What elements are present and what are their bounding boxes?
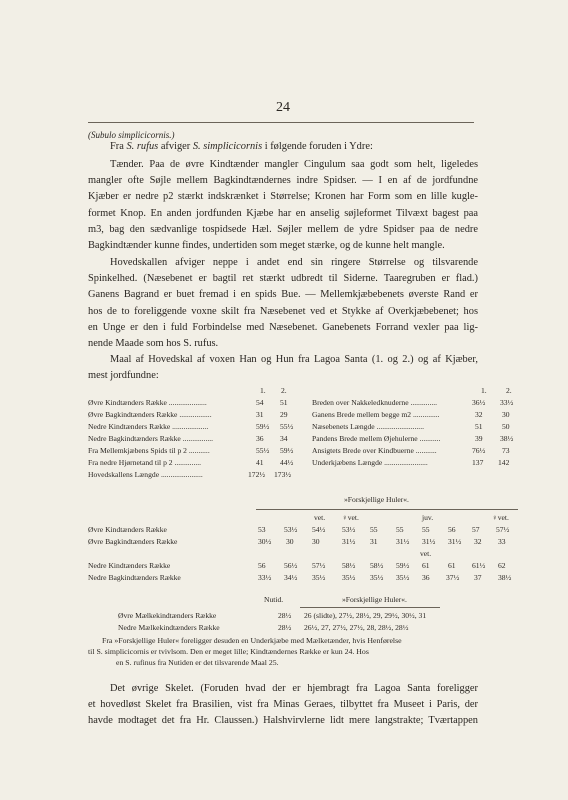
col-header: 2. <box>281 386 287 395</box>
text-line: Spinkelhed. (Næsebenet er bagtil ret stærkt udbredt til Siderne. Taaregruben er flad.) <box>88 273 478 285</box>
cell: 30 <box>286 537 294 546</box>
text-line: Maal af Hovedskal af voxen Han og Hun fra Lagoa Santa (1. og 2.) og af Kjæber, <box>110 354 478 365</box>
cell: 55 <box>396 525 404 534</box>
cell: 28½ <box>278 611 292 620</box>
row-label: Nedre Kindtænders Række ................... <box>88 422 209 431</box>
cell: 55½ <box>256 446 270 455</box>
measurements-intro <box>88 352 478 384</box>
cell: 41 <box>256 458 264 467</box>
header-rule <box>88 122 474 123</box>
cell: 55 <box>422 525 430 534</box>
cell: 31½ <box>448 537 462 546</box>
cell: 28½ <box>278 623 292 632</box>
row-label: Fra Mellemkjæbens Spids til p 2 ........... <box>88 446 210 455</box>
cell: 37 <box>474 573 482 582</box>
cell: 31½ <box>396 537 410 546</box>
cell: 137 <box>472 458 484 467</box>
row-label: Breden over Nakkeledknuderne .............. <box>312 398 438 407</box>
cell: 39 <box>475 434 483 443</box>
row-label: Underkjæbens Længde ....................... <box>312 458 428 467</box>
row-label: Næsebenets Længde ......................... <box>312 422 424 431</box>
row-label: Nedre Mælkekindtænders Række <box>118 623 220 632</box>
col-header: »Forskjellige Huler«. <box>342 595 407 604</box>
cell: 76½ <box>472 446 486 455</box>
text-line: mangler ofte Søjle mellem Bagkindtændernes indre Spidser. — I en af de jordfundne <box>88 175 478 187</box>
row-label: Ansigtets Brede over Kindbuerne ........... <box>312 446 437 455</box>
text-line: Bagkindtænder kunne findes, undertiden som meget stærke, og de kunne helt mangle. <box>88 240 445 252</box>
cell: 54 <box>256 398 264 407</box>
col-header: juv. <box>422 513 434 522</box>
teeth-paragraph <box>88 157 478 254</box>
cell: 37½ <box>446 573 460 582</box>
row-label: Øvre Mælkekindtænders Række <box>118 611 217 620</box>
row-label: Nedre Bagkindtænders Række ................ <box>88 434 214 443</box>
text-line: Ganens Bagrand er buet fremad i en spids Bue. — Mellemkjæbebenets øverste Rand er <box>88 289 478 301</box>
cell: 33½ <box>500 398 514 407</box>
col-header: 2. <box>506 386 512 395</box>
cell: 58½ <box>370 561 384 570</box>
text-line: en S. rufinus fra Nutiden er det tilsvarende Maal 25. <box>116 658 279 668</box>
cell: 33 <box>498 537 506 546</box>
cell: 35½ <box>396 573 410 582</box>
cell: 172½ <box>248 470 266 479</box>
cell: 50 <box>502 422 510 431</box>
cell: 56 <box>258 561 266 570</box>
cell: 173½ <box>274 470 292 479</box>
row-label: Pandens Brede mellem Øjehulerne ........... <box>312 434 441 443</box>
skeleton-paragraph <box>88 681 478 730</box>
row-label: Øvre Kindtænders Række <box>88 525 167 534</box>
row-label: Øvre Bagkindtænders Række <box>88 537 178 546</box>
intro-line: Fra S. rufus afviger S. simplicicornis i følgende foruden i Ydre: <box>110 141 373 152</box>
text-line: m3, bag den sædvanlige tospidsede Hæl. Søjler mellem de ydre Spidser paa de nedre <box>88 223 478 235</box>
section-tag: (Subulo simplicicornis.) <box>88 130 175 140</box>
cell: 26 (slidte), 27½, 28½, 29, 29½, 30½, 31 <box>304 611 427 620</box>
page-number: 24 <box>276 100 290 115</box>
text-line: et hovedløst Skelet fra Brasilien, vist fra Minas Geraes, tilbyttet fra Museet i Paris, der <box>88 699 478 711</box>
cell: 36½ <box>472 398 486 407</box>
cell: 29 <box>280 410 288 419</box>
cell: 61 <box>448 561 456 570</box>
text-line: Hovedskallen afviger neppe i andet end sin ringere Størrelse og tilsvarende <box>110 257 478 268</box>
text-line: hos de to foreliggende voxne skilt fra Næsebenet ved et Stykke af Overkjæbebenet; hos <box>88 305 478 317</box>
cell: 32 <box>474 537 482 546</box>
cell: 26½, 27, 27½, 27½, 28, 28½, 28½ <box>304 623 409 632</box>
cell: 31½ <box>422 537 436 546</box>
cell: 35½ <box>342 573 356 582</box>
text-line: Det øvrige Skelet. (Foruden hvad der er hjembragt fra Lagoa Santa foreligger <box>110 683 478 694</box>
col-header: 1. <box>260 386 266 395</box>
cell: 54½ <box>312 525 326 534</box>
text-line: Tænder. Paa de øvre Kindtænder mangler Cingulum saa godt som helt, ligeledes <box>110 159 478 170</box>
cell: 35½ <box>312 573 326 582</box>
cell: 59½ <box>396 561 410 570</box>
cell: 61 <box>422 561 430 570</box>
row-label: Nedre Bagkindtænders Række <box>88 573 181 582</box>
skull-paragraph <box>88 255 478 352</box>
cell: 142 <box>498 458 510 467</box>
cell: 33½ <box>258 573 272 582</box>
cell: 51 <box>475 422 483 431</box>
col-header: ♀vet. <box>342 513 359 522</box>
cell: 55½ <box>280 422 294 431</box>
col-header: Nutid. <box>264 595 284 604</box>
cell: 56½ <box>284 561 298 570</box>
text-line: til S. simplicicornis er tvivlsom. Den er meget lille; Kindtændernes Række er kun 24. Hos <box>88 647 369 657</box>
row-label: Hovedskallens Længde ...................... <box>88 470 203 479</box>
cell: 53½ <box>342 525 356 534</box>
cell: 55 <box>370 525 378 534</box>
cell: 53 <box>258 525 266 534</box>
cell: 31 <box>256 410 264 419</box>
cell: 62 <box>498 561 506 570</box>
cell: 56 <box>448 525 456 534</box>
row-label: Øvre Kindtænders Række .................... <box>88 398 207 407</box>
cell: 59½ <box>256 422 270 431</box>
cell: 57½ <box>496 525 510 534</box>
text-line: mest jordfundne: <box>88 370 159 382</box>
text-line: nende Maade som hos S. rufus. <box>88 338 219 350</box>
cell: 61½ <box>472 561 486 570</box>
text-line: formet Knop. En anden jordfunden Kjæbe har en anselig søjleformet Tilvæxt bagest paa <box>88 207 478 219</box>
table-title: »Forskjellige Huler«. <box>344 495 409 504</box>
cell: 30 <box>312 537 320 546</box>
cell: 31 <box>370 537 378 546</box>
cell: 31½ <box>342 537 356 546</box>
cell: 38½ <box>498 573 512 582</box>
row-label: Fra nedre Hjørnetand til p 2 .............. <box>88 458 202 467</box>
table-rule <box>256 509 518 510</box>
text-line: Fra »Forskjellige Huler« foreligger desuden en Underkjæbe med Mælketænder, hvis Henførelse <box>102 636 402 645</box>
cell: 32 <box>475 410 483 419</box>
col-header: vet. <box>314 513 326 522</box>
milk-teeth-note <box>88 635 402 669</box>
cell: 34½ <box>284 573 298 582</box>
text-line: havde modtaget det fra Hr. Claussen.) Halshvirvlerne lidt mere langstrakte; Tværtappen <box>88 715 478 727</box>
text-line: Kjæber er nedre p2 stærkt indskrænket i Størrelse; Kronen har Form som en lille kugle- <box>88 191 478 203</box>
cell: 57 <box>472 525 480 534</box>
cell: 73 <box>502 446 510 455</box>
row-label: Øvre Bagkindtænders Række ................. <box>88 410 212 419</box>
col-header: ♀vet. <box>492 513 509 522</box>
cell: 59½ <box>280 446 294 455</box>
cell: 44½ <box>280 458 294 467</box>
cell: 35½ <box>370 573 384 582</box>
cell: 34 <box>280 434 288 443</box>
cell: 36 <box>256 434 264 443</box>
cell: 36 <box>422 573 430 582</box>
cell: 30 <box>502 410 510 419</box>
col-header: vet. <box>420 549 432 558</box>
cell: 30½ <box>258 537 272 546</box>
row-label: Nedre Kindtænders Række <box>88 561 171 570</box>
col-header: 1. <box>481 386 487 395</box>
row-label: Ganens Brede mellem begge m2 .............. <box>312 410 440 419</box>
cell: 58½ <box>342 561 356 570</box>
cell: 53½ <box>284 525 298 534</box>
cell: 38½ <box>500 434 514 443</box>
table-rule <box>300 607 440 608</box>
text-line: en Unge er den i fuld Forbindelse med Næsebenet. Ganebenets Forrand vexler paa lig- <box>88 321 478 333</box>
cell: 51 <box>280 398 288 407</box>
cell: 57½ <box>312 561 326 570</box>
